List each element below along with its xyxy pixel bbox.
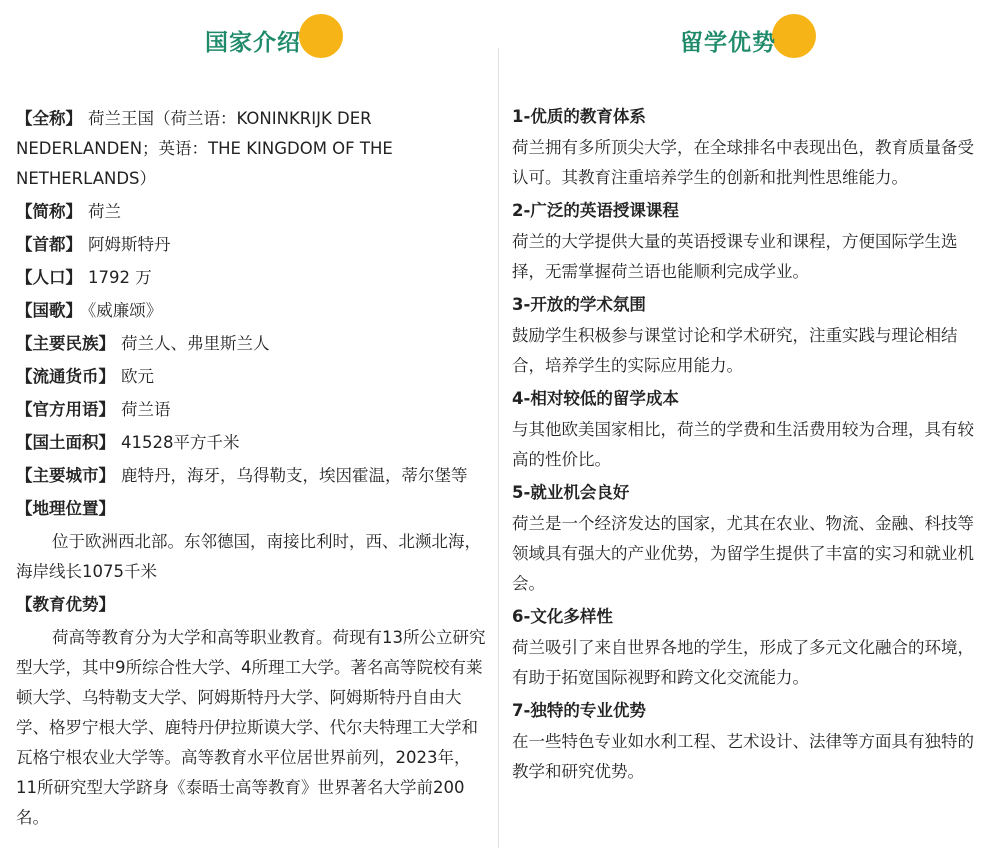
advantage-desc: 在一些特色专业如水利工程、艺术设计、法律等方面具有独特的教学和研究优势。 [512, 732, 974, 781]
info-row-shortname [16, 197, 490, 227]
advantage-item [512, 103, 990, 193]
study-advantages-heading [680, 14, 776, 66]
info-row-anthem [16, 296, 490, 326]
advantage-desc: 荷兰是一个经济发达的国家，尤其在农业、物流、金融、科技等领域具有强大的产业优势，为留学生提供了丰富的实习和就业机会。 [512, 514, 974, 593]
info-label: 【流通货币】 [16, 367, 115, 386]
advantage-title: 2-广泛的英语授课课程 [512, 201, 679, 220]
geo-label-row [16, 494, 490, 524]
advantage-title: 3-开放的学术氛围 [512, 295, 646, 314]
country-info-list [16, 104, 490, 836]
advantage-title: 4-相对较低的留学成本 [512, 389, 679, 408]
info-value: 欧元 [121, 367, 154, 386]
info-value: 41528平方千米 [121, 433, 240, 452]
advantage-desc: 荷兰拥有多所顶尖大学，在全球排名中表现出色，教育质量备受认可。其教育注重培养学生的创新和批判性思维能力。 [512, 138, 974, 187]
info-label: 【全称】 [16, 109, 82, 128]
advantage-item [512, 385, 990, 475]
info-label: 【简称】 [16, 202, 82, 221]
advantage-desc: 荷兰的大学提供大量的英语授课专业和课程，方便国际学生选择，无需掌握荷兰语也能顺利完成学业。 [512, 232, 958, 281]
advantage-item [512, 197, 990, 287]
info-value: 鹿特丹，海牙，乌得勒支，埃因霍温，蒂尔堡等 [121, 466, 468, 485]
info-value: 1792 万 [88, 268, 152, 287]
info-label: 【首都】 [16, 235, 82, 254]
info-row-language [16, 395, 490, 425]
advantage-title: 5-就业机会良好 [512, 483, 630, 502]
info-value: 荷兰 [88, 202, 121, 221]
advantage-desc: 鼓励学生积极参与课堂讨论和学术研究，注重实践与理论相结合，培养学生的实际应用能力。 [512, 326, 958, 375]
advantage-desc: 荷兰吸引了来自世界各地的学生，形成了多元文化融合的环境，有助于拓宽国际视野和跨文化交流能力。 [512, 638, 974, 687]
study-advantages-title: 留学优势 [680, 30, 776, 56]
info-label: 【官方用语】 [16, 400, 115, 419]
info-label: 【国歌】 [16, 301, 82, 320]
info-label: 【主要城市】 [16, 466, 115, 485]
info-row-population [16, 263, 490, 293]
advantage-item [512, 603, 990, 693]
advantage-desc: 与其他欧美国家相比，荷兰的学费和生活费用较为合理，具有较高的性价比。 [512, 420, 974, 469]
info-label: 【国土面积】 [16, 433, 115, 452]
info-value: 荷兰王国（荷兰语：KONINKRIJK DER NEDERLANDEN；英语：THE KINGDOM OF THE NETHERLANDS） [16, 109, 393, 188]
advantage-item [512, 479, 990, 599]
info-row-cities [16, 461, 490, 491]
country-intro-heading [205, 14, 301, 66]
info-row-fullname [16, 104, 490, 194]
heading-accent-dot [299, 14, 343, 58]
info-row-currency [16, 362, 490, 392]
advantage-item [512, 291, 990, 381]
info-value: 荷兰人、弗里斯兰人 [121, 334, 270, 353]
info-value: 阿姆斯特丹 [88, 235, 171, 254]
edu-text: 荷高等教育分为大学和高等职业教育。荷现有13所公立研究型大学，其中9所综合性大学、4所理工大学。著名高等院校有莱顿大学、乌特勒支大学、阿姆斯特丹大学、阿姆斯特丹自由大学、格罗宁根大学、鹿特丹伊拉斯谟大学、代尔夫特理工大学和瓦格宁根农业大学等。高等教育水平位居世界前列，2023年，11所研究型大学跻身《泰晤士高等教育》世界著名大学前200名。 [16, 628, 486, 827]
info-row-ethnic-groups [16, 329, 490, 359]
study-advantages-column [500, 0, 1000, 852]
country-intro-column [0, 0, 498, 852]
geo-label: 【地理位置】 [16, 499, 115, 518]
advantage-item [512, 697, 990, 787]
geo-text: 位于欧洲西北部。东邻德国，南接比利时，西、北濒北海，海岸线长1075千米 [16, 532, 481, 581]
edu-label-row [16, 590, 490, 620]
edu-label: 【教育优势】 [16, 595, 115, 614]
info-row-area [16, 428, 490, 458]
info-label: 【人口】 [16, 268, 82, 287]
info-value: 《威廉颂》 [88, 301, 163, 320]
country-intro-title: 国家介绍 [205, 30, 301, 56]
advantages-list [512, 103, 990, 791]
advantage-title: 7-独特的专业优势 [512, 701, 646, 720]
column-divider [498, 48, 499, 848]
info-label: 【主要民族】 [16, 334, 115, 353]
advantage-title: 1-优质的教育体系 [512, 107, 646, 126]
info-value: 荷兰语 [121, 400, 171, 419]
heading-accent-dot [772, 14, 816, 58]
info-row-capital [16, 230, 490, 260]
advantage-title: 6-文化多样性 [512, 607, 613, 626]
